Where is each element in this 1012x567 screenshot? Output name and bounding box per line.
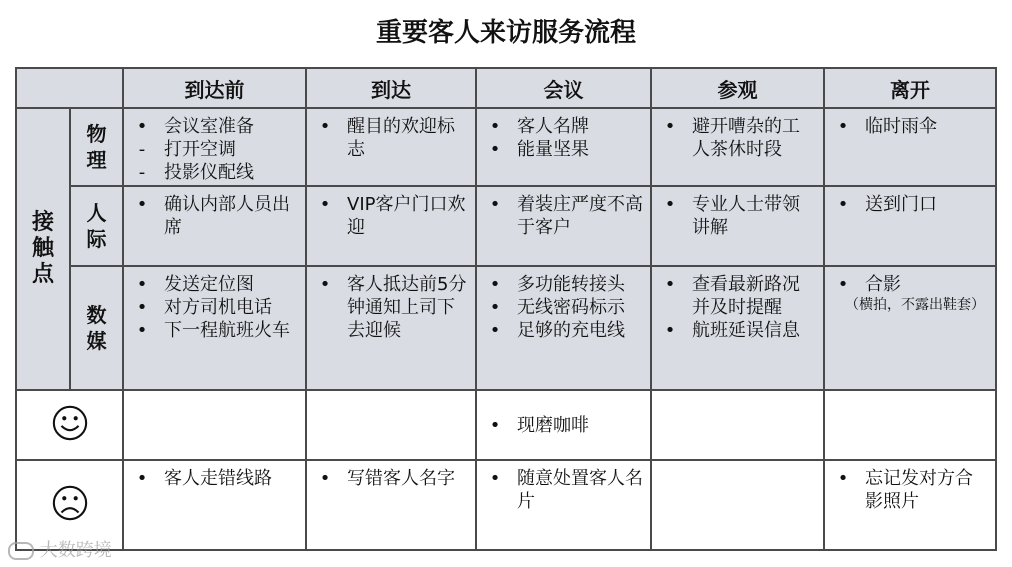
row-label-digital-text: 数媒 [86,303,107,353]
list-item-text: 合影 [865,274,901,295]
cell-human-departure [824,186,996,266]
bullet-list [477,193,650,239]
list-item [652,193,823,239]
list-item [825,193,995,216]
sad-face-icon [51,484,89,522]
bullet-icon: • [136,194,148,215]
list-item-text: 能量坚果 [517,139,589,160]
list-item [124,319,305,342]
list-item [307,193,475,239]
list-item-text: 足够的充电线 [517,320,625,341]
header-arrival: 到达 [306,68,476,108]
bullet-list [825,115,995,138]
list-item-text: 避开嘈杂的工人茶休时段 [692,116,800,160]
bullet-list [825,467,995,513]
dash-icon: - [138,162,146,183]
list-item [825,115,995,138]
cell-human-before [123,186,306,266]
list-item-text: 客人走错线路 [164,468,272,489]
list-item [477,467,650,513]
bullet-icon: • [837,468,849,489]
list-item-text: 发送定位图 [164,274,254,295]
touchpoint-label-text: 接触点 [31,210,54,287]
row-label-digital [70,266,123,390]
bullet-list [652,193,823,239]
header-visit: 参观 [651,68,824,108]
cell-positive-departure [824,390,996,460]
bullet-icon: • [664,194,676,215]
bullet-icon: • [489,194,501,215]
list-item-text: 忘记发对方合影照片 [865,468,973,512]
cell-physical-visit [651,108,824,186]
list-item-text: 醒目的欢迎标志 [347,116,455,160]
cell-human-visit [651,186,824,266]
cell-physical-departure [824,108,996,186]
row-human [16,186,996,266]
cell-digital-meeting [476,266,651,390]
watermark-text: 大数跨境 [39,540,112,561]
list-item-text: VIP客户门口欢迎 [347,194,466,238]
bullet-icon: • [489,414,501,436]
list-item-text: 客人名牌 [517,116,589,137]
bullet-icon: • [489,320,501,341]
list-item [477,138,650,161]
list-item [652,115,823,161]
cell-positive-before [123,390,306,460]
list-item [477,193,650,239]
cell-negative-departure [824,460,996,550]
bullet-icon: • [136,320,148,341]
cell-digital-before [123,266,306,390]
header-corner [16,68,123,108]
list-item [124,138,305,161]
list-item-text: 确认内部人员出席 [164,194,290,238]
list-item [124,115,305,138]
row-label-physical-text: 物理 [86,122,107,172]
list-item [307,115,475,161]
bullet-icon: • [837,116,849,137]
cell-positive-visit [651,390,824,460]
bullet-list [477,414,650,437]
cell-digital-departure [824,266,996,390]
bullet-icon: • [837,274,849,295]
cell-negative-arrival [306,460,476,550]
row-digital [16,266,996,390]
list-item [477,414,650,437]
bullet-icon: • [664,116,676,137]
list-item [124,296,305,319]
bullet-list [652,115,823,161]
list-item-text: 写错客人名字 [347,468,455,489]
bullet-icon: • [837,194,849,215]
list-item-text: 航班延误信息 [692,320,800,341]
smiley-face-icon [51,404,89,442]
list-item-text: 无线密码标示 [517,297,625,318]
row-negative [16,460,996,550]
cell-human-meeting [476,186,651,266]
row-label-human [70,186,123,266]
cell-negative-meeting [476,460,651,550]
page-title: 重要客人来访服务流程 [375,18,636,48]
watermark [8,536,112,562]
bullet-icon: • [136,116,148,137]
bullet-list [307,115,475,161]
bullet-list [124,193,305,239]
cell-physical-arrival [306,108,476,186]
list-item-text: 投影仪配线 [164,162,254,183]
header-row [16,68,996,108]
list-item-text: 现磨咖啡 [517,414,589,436]
bullet-icon: • [664,320,676,341]
positive-label [16,390,123,460]
bullet-icon: • [664,274,676,295]
list-item [652,319,823,342]
bullet-list [307,467,475,490]
bullet-icon: • [136,297,148,318]
list-item [307,273,475,342]
watermark-logo-icon [8,542,34,560]
service-flow-table [15,67,997,551]
list-item-text: 专业人士带领讲解 [692,194,800,238]
bullet-list [124,115,305,184]
cell-physical-before [123,108,306,186]
bullet-list [652,273,823,342]
row-label-physical [70,108,123,186]
bullet-icon: • [489,139,501,160]
cell-negative-visit [651,460,824,550]
list-item [124,467,305,490]
list-item [477,273,650,296]
list-item [477,115,650,138]
bullet-icon: • [489,468,501,489]
cell-positive-arrival [306,390,476,460]
bullet-icon: • [136,274,148,295]
cell-physical-meeting [476,108,651,186]
list-item [477,296,650,319]
cell-human-arrival [306,186,476,266]
bullet-list [825,273,995,296]
list-item-text: 打开空调 [164,139,236,160]
cell-digital-visit [651,266,824,390]
bullet-icon: • [489,116,501,137]
bullet-list [124,273,305,342]
dash-icon: - [138,139,146,160]
list-item-text: 着装庄严度不高于客户 [517,194,643,238]
bullet-list [477,467,650,513]
list-item [652,273,823,319]
row-positive [16,390,996,460]
bullet-icon: • [136,468,148,489]
bullet-list [124,467,305,490]
cell-negative-before [123,460,306,550]
list-item-text: 查看最新路况并及时提醒 [692,274,800,318]
bullet-list [477,273,650,342]
bullet-icon: • [319,274,331,295]
list-item [825,467,995,513]
list-item [124,193,305,239]
bullet-list [307,273,475,342]
list-item [307,467,475,490]
bullet-icon: • [489,297,501,318]
row-physical [16,108,996,186]
list-item-text: 多功能转接头 [517,274,625,295]
bullet-icon: • [319,468,331,489]
list-item-text: 客人抵达前5分钟通知上司下去迎候 [347,274,467,341]
bullet-list [307,193,475,239]
photo-note: （横拍，不露出鞋套） [845,297,985,313]
header-departure: 离开 [824,68,996,108]
list-item [477,319,650,342]
touchpoint-label [16,108,70,390]
bullet-icon: • [319,116,331,137]
bullet-icon: • [489,274,501,295]
header-before-arrival: 到达前 [123,68,306,108]
list-item-text: 随意处置客人名片 [517,468,643,512]
list-item-text: 送到门口 [865,194,937,215]
header-meeting: 会议 [476,68,651,108]
list-item [124,161,305,184]
row-label-human-text: 人际 [86,201,107,251]
list-item [124,273,305,296]
list-item-text: 会议室准备 [164,116,254,137]
list-item-text: 临时雨伞 [865,116,937,137]
list-item-text: 对方司机电话 [164,297,272,318]
cell-positive-meeting [476,390,651,460]
bullet-icon: • [319,194,331,215]
list-item [825,273,995,296]
bullet-list [825,193,995,216]
list-item-text: 下一程航班火车 [164,320,290,341]
cell-digital-arrival [306,266,476,390]
bullet-list [477,115,650,161]
